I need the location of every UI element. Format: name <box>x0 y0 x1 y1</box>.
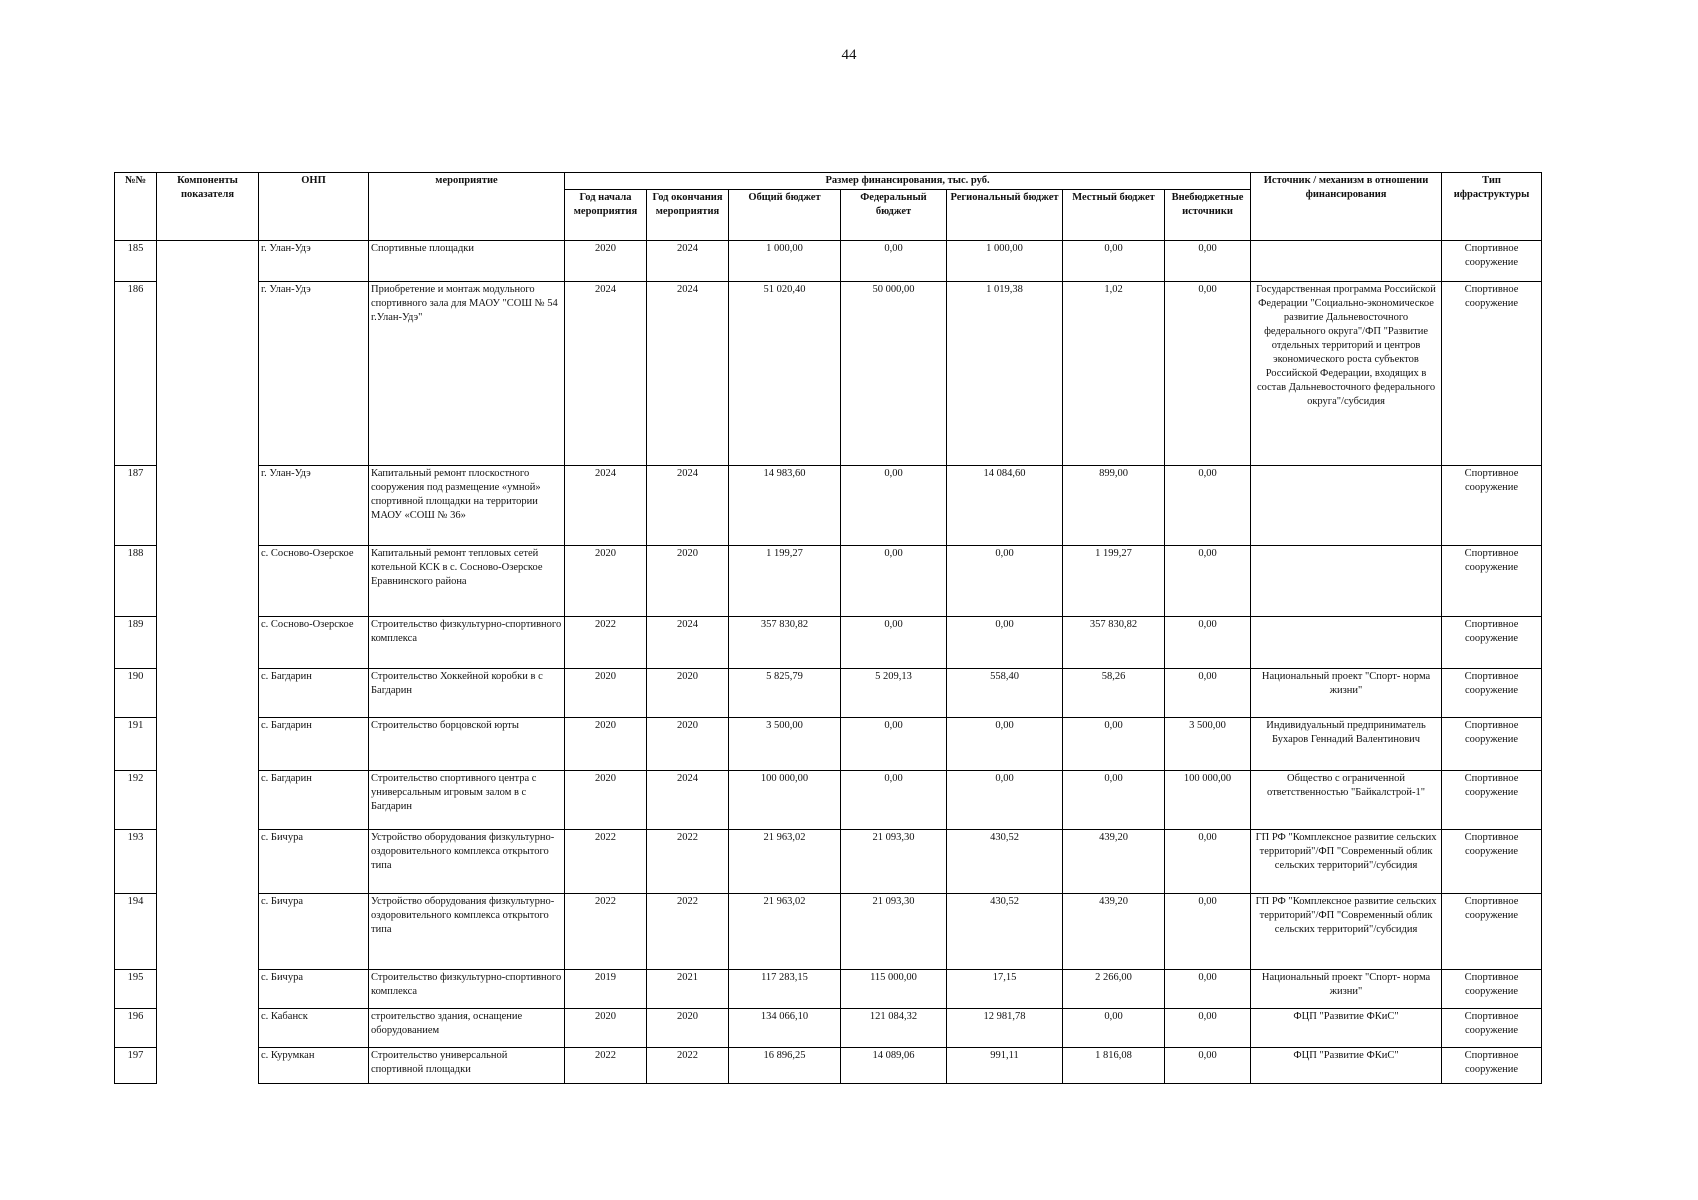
cell-onp: с. Сосново-Озерское <box>259 617 369 669</box>
cell-extra: 0,00 <box>1165 669 1251 718</box>
cell-local: 0,00 <box>1063 771 1165 830</box>
cell-federal: 50 000,00 <box>841 282 947 466</box>
cell-year-start: 2024 <box>565 282 647 466</box>
cell-source: ФЦП "Развитие ФКиС" <box>1251 1009 1442 1048</box>
cell-year-end: 2020 <box>647 669 729 718</box>
cell-year-start: 2020 <box>565 546 647 617</box>
cell-federal: 0,00 <box>841 718 947 771</box>
cell-local: 1 199,27 <box>1063 546 1165 617</box>
cell-year-start: 2019 <box>565 970 647 1009</box>
table-row <box>115 282 1542 466</box>
cell-event: Строительство физкультурно-спортивного комплекса <box>369 970 565 1009</box>
cell-onp: с. Бичура <box>259 970 369 1009</box>
cell-regional: 0,00 <box>947 771 1063 830</box>
cell-total: 51 020,40 <box>729 282 841 466</box>
page-number: 44 <box>841 47 857 63</box>
header-event: мероприятие <box>369 173 565 241</box>
cell-year-start: 2020 <box>565 669 647 718</box>
cell-year-start: 2020 <box>565 241 647 282</box>
cell-regional: 430,52 <box>947 830 1063 894</box>
cell-total: 5 825,79 <box>729 669 841 718</box>
cell-num: 193 <box>115 830 157 894</box>
cell-infra: Спортивное сооружение <box>1442 830 1542 894</box>
cell-components <box>157 1048 259 1084</box>
cell-extra: 0,00 <box>1165 894 1251 970</box>
cell-event: Строительство спортивного центра с универсальным игровым залом в с Багдарин <box>369 771 565 830</box>
cell-extra: 0,00 <box>1165 970 1251 1009</box>
table-row <box>115 830 1542 894</box>
cell-total: 1 199,27 <box>729 546 841 617</box>
cell-source: ГП РФ "Комплексное развитие сельских территорий"/ФП "Современный облик сельских территорий"/субсидия <box>1251 894 1442 970</box>
cell-extra: 0,00 <box>1165 830 1251 894</box>
cell-source: Национальный проект "Спорт- норма жизни" <box>1251 970 1442 1009</box>
cell-infra: Спортивное сооружение <box>1442 546 1542 617</box>
cell-infra: Спортивное сооружение <box>1442 466 1542 546</box>
cell-components <box>157 970 259 1009</box>
cell-year-end: 2024 <box>647 617 729 669</box>
cell-onp: с. Сосново-Озерское <box>259 546 369 617</box>
cell-federal: 14 089,06 <box>841 1048 947 1084</box>
cell-components <box>157 282 259 466</box>
cell-year-start: 2022 <box>565 1048 647 1084</box>
cell-event: Устройство оборудования физкультурно-оздоровительного комплекса открытого типа <box>369 894 565 970</box>
cell-components <box>157 771 259 830</box>
cell-total: 3 500,00 <box>729 718 841 771</box>
cell-num: 192 <box>115 771 157 830</box>
cell-event: Приобретение и монтаж модульного спортивного зала для МАОУ "СОШ № 54 г.Улан-Удэ" <box>369 282 565 466</box>
cell-regional: 14 084,60 <box>947 466 1063 546</box>
cell-onp: с. Багдарин <box>259 718 369 771</box>
header-total: Общий бюджет <box>729 190 841 241</box>
cell-year-end: 2022 <box>647 894 729 970</box>
table-row <box>115 894 1542 970</box>
cell-regional: 1 000,00 <box>947 241 1063 282</box>
cell-onp: с. Бичура <box>259 894 369 970</box>
cell-event: Капитальный ремонт тепловых сетей котельной КСК в с. Сосново-Озерское Еравнинского района <box>369 546 565 617</box>
table-row <box>115 771 1542 830</box>
cell-year-end: 2021 <box>647 970 729 1009</box>
header-onp: ОНП <box>259 173 369 241</box>
cell-year-end: 2024 <box>647 241 729 282</box>
cell-local: 439,20 <box>1063 894 1165 970</box>
cell-local: 899,00 <box>1063 466 1165 546</box>
cell-local: 58,26 <box>1063 669 1165 718</box>
cell-num: 187 <box>115 466 157 546</box>
cell-onp: г. Улан-Удэ <box>259 241 369 282</box>
cell-total: 21 963,02 <box>729 894 841 970</box>
cell-local: 0,00 <box>1063 1009 1165 1048</box>
header-funding: Размер финансирования, тыс. руб. <box>565 173 1251 190</box>
cell-num: 188 <box>115 546 157 617</box>
cell-year-end: 2024 <box>647 771 729 830</box>
cell-federal: 0,00 <box>841 241 947 282</box>
cell-year-start: 2024 <box>565 466 647 546</box>
cell-onp: с. Курумкан <box>259 1048 369 1084</box>
cell-components <box>157 718 259 771</box>
header-regional: Региональный бюджет <box>947 190 1063 241</box>
cell-year-end: 2020 <box>647 546 729 617</box>
header-source: Источник / механизм в отношении финансирования <box>1251 173 1442 241</box>
table-row <box>115 466 1542 546</box>
cell-num: 189 <box>115 617 157 669</box>
cell-source: Общество с ограниченной ответственностью "Байкалстрой-1" <box>1251 771 1442 830</box>
cell-local: 2 266,00 <box>1063 970 1165 1009</box>
cell-onp: г. Улан-Удэ <box>259 466 369 546</box>
cell-infra: Спортивное сооружение <box>1442 1009 1542 1048</box>
cell-event: Спортивные площадки <box>369 241 565 282</box>
cell-local: 1 816,08 <box>1063 1048 1165 1084</box>
cell-regional: 17,15 <box>947 970 1063 1009</box>
table-row <box>115 546 1542 617</box>
cell-infra: Спортивное сооружение <box>1442 771 1542 830</box>
table-row <box>115 1048 1542 1084</box>
cell-year-end: 2024 <box>647 282 729 466</box>
cell-components <box>157 617 259 669</box>
cell-federal: 0,00 <box>841 771 947 830</box>
cell-year-start: 2020 <box>565 718 647 771</box>
cell-num: 197 <box>115 1048 157 1084</box>
cell-federal: 0,00 <box>841 617 947 669</box>
cell-year-start: 2022 <box>565 894 647 970</box>
cell-total: 134 066,10 <box>729 1009 841 1048</box>
cell-source <box>1251 466 1442 546</box>
cell-num: 185 <box>115 241 157 282</box>
cell-onp: с. Багдарин <box>259 669 369 718</box>
cell-event: Строительство физкультурно-спортивного комплекса <box>369 617 565 669</box>
cell-regional: 1 019,38 <box>947 282 1063 466</box>
cell-federal: 21 093,30 <box>841 894 947 970</box>
cell-num: 194 <box>115 894 157 970</box>
cell-components <box>157 546 259 617</box>
cell-extra: 3 500,00 <box>1165 718 1251 771</box>
table-row <box>115 718 1542 771</box>
cell-source: Национальный проект "Спорт- норма жизни" <box>1251 669 1442 718</box>
cell-num: 190 <box>115 669 157 718</box>
cell-source: Государственная программа Российской Федерации "Социально-экономическое развитие Дальневосточного федерального округа"/ФП "Развитие отдельных территорий и центров экономического роста субъектов Российской Федерации, входящих в состав Дальневосточного федерального округа"/субсидия <box>1251 282 1442 466</box>
cell-onp: с. Кабанск <box>259 1009 369 1048</box>
cell-local: 0,00 <box>1063 241 1165 282</box>
cell-infra: Спортивное сооружение <box>1442 617 1542 669</box>
cell-year-start: 2022 <box>565 617 647 669</box>
header-local: Местный бюджет <box>1063 190 1165 241</box>
cell-federal: 0,00 <box>841 466 947 546</box>
cell-regional: 0,00 <box>947 718 1063 771</box>
cell-extra: 0,00 <box>1165 617 1251 669</box>
cell-total: 117 283,15 <box>729 970 841 1009</box>
cell-source <box>1251 241 1442 282</box>
cell-year-start: 2022 <box>565 830 647 894</box>
cell-infra: Спортивное сооружение <box>1442 282 1542 466</box>
cell-federal: 5 209,13 <box>841 669 947 718</box>
cell-year-start: 2020 <box>565 1009 647 1048</box>
cell-event: строительство здания, оснащение оборудованием <box>369 1009 565 1048</box>
cell-local: 0,00 <box>1063 718 1165 771</box>
cell-infra: Спортивное сооружение <box>1442 894 1542 970</box>
header-year-end: Год окончания мероприятия <box>647 190 729 241</box>
cell-extra: 0,00 <box>1165 1048 1251 1084</box>
cell-year-start: 2020 <box>565 771 647 830</box>
header-components: Компоненты показателя <box>157 173 259 241</box>
header-num: №№ <box>115 173 157 241</box>
cell-source: Индивидуальный предприниматель Бухаров Геннадий Валентинович <box>1251 718 1442 771</box>
cell-num: 196 <box>115 1009 157 1048</box>
cell-num: 186 <box>115 282 157 466</box>
cell-regional: 12 981,78 <box>947 1009 1063 1048</box>
cell-federal: 115 000,00 <box>841 970 947 1009</box>
cell-onp: с. Багдарин <box>259 771 369 830</box>
cell-onp: с. Бичура <box>259 830 369 894</box>
cell-event: Капитальный ремонт плоскостного сооружения под размещение «умной» спортивной площадки на территории МАОУ «СОШ № 36» <box>369 466 565 546</box>
cell-extra: 0,00 <box>1165 546 1251 617</box>
cell-extra: 0,00 <box>1165 241 1251 282</box>
cell-local: 1,02 <box>1063 282 1165 466</box>
cell-infra: Спортивное сооружение <box>1442 718 1542 771</box>
cell-components <box>157 1009 259 1048</box>
cell-regional: 0,00 <box>947 546 1063 617</box>
cell-components <box>157 669 259 718</box>
cell-federal: 0,00 <box>841 546 947 617</box>
header-extra: Внебюджетные источники <box>1165 190 1251 241</box>
cell-source <box>1251 617 1442 669</box>
cell-federal: 121 084,32 <box>841 1009 947 1048</box>
cell-total: 1 000,00 <box>729 241 841 282</box>
cell-total: 14 983,60 <box>729 466 841 546</box>
cell-year-end: 2020 <box>647 1009 729 1048</box>
financing-table <box>114 172 1542 1084</box>
cell-year-end: 2020 <box>647 718 729 771</box>
cell-components <box>157 466 259 546</box>
cell-regional: 430,52 <box>947 894 1063 970</box>
cell-infra: Спортивное сооружение <box>1442 970 1542 1009</box>
cell-components <box>157 241 259 282</box>
cell-total: 100 000,00 <box>729 771 841 830</box>
cell-infra: Спортивное сооружение <box>1442 1048 1542 1084</box>
cell-source: ГП РФ "Комплексное развитие сельских территорий"/ФП "Современный облик сельских территорий"/субсидия <box>1251 830 1442 894</box>
cell-num: 195 <box>115 970 157 1009</box>
cell-infra: Спортивное сооружение <box>1442 669 1542 718</box>
cell-components <box>157 894 259 970</box>
cell-extra: 0,00 <box>1165 466 1251 546</box>
cell-event: Строительство Хоккейной коробки в с Багдарин <box>369 669 565 718</box>
cell-components <box>157 830 259 894</box>
cell-local: 357 830,82 <box>1063 617 1165 669</box>
cell-onp: г. Улан-Удэ <box>259 282 369 466</box>
cell-extra: 0,00 <box>1165 1009 1251 1048</box>
cell-local: 439,20 <box>1063 830 1165 894</box>
cell-regional: 0,00 <box>947 617 1063 669</box>
header-federal: Федеральный бюджет <box>841 190 947 241</box>
header-infra: Тип ифраструктуры <box>1442 173 1542 241</box>
cell-source <box>1251 546 1442 617</box>
cell-year-end: 2024 <box>647 466 729 546</box>
cell-total: 16 896,25 <box>729 1048 841 1084</box>
cell-source: ФЦП "Развитие ФКиС" <box>1251 1048 1442 1084</box>
table-row <box>115 617 1542 669</box>
cell-infra: Спортивное сооружение <box>1442 241 1542 282</box>
cell-num: 191 <box>115 718 157 771</box>
table-row <box>115 669 1542 718</box>
cell-regional: 991,11 <box>947 1048 1063 1084</box>
cell-event: Строительство универсальной спортивной площадки <box>369 1048 565 1084</box>
cell-extra: 0,00 <box>1165 282 1251 466</box>
cell-regional: 558,40 <box>947 669 1063 718</box>
table-row <box>115 241 1542 282</box>
cell-event: Строительство борцовской юрты <box>369 718 565 771</box>
cell-extra: 100 000,00 <box>1165 771 1251 830</box>
cell-event: Устройство оборудования физкультурно-оздоровительного комплекса открытого типа <box>369 830 565 894</box>
header-year-start: Год начала мероприятия <box>565 190 647 241</box>
cell-total: 21 963,02 <box>729 830 841 894</box>
table-row <box>115 1009 1542 1048</box>
cell-year-end: 2022 <box>647 830 729 894</box>
cell-year-end: 2022 <box>647 1048 729 1084</box>
cell-federal: 21 093,30 <box>841 830 947 894</box>
cell-total: 357 830,82 <box>729 617 841 669</box>
table-row <box>115 970 1542 1009</box>
